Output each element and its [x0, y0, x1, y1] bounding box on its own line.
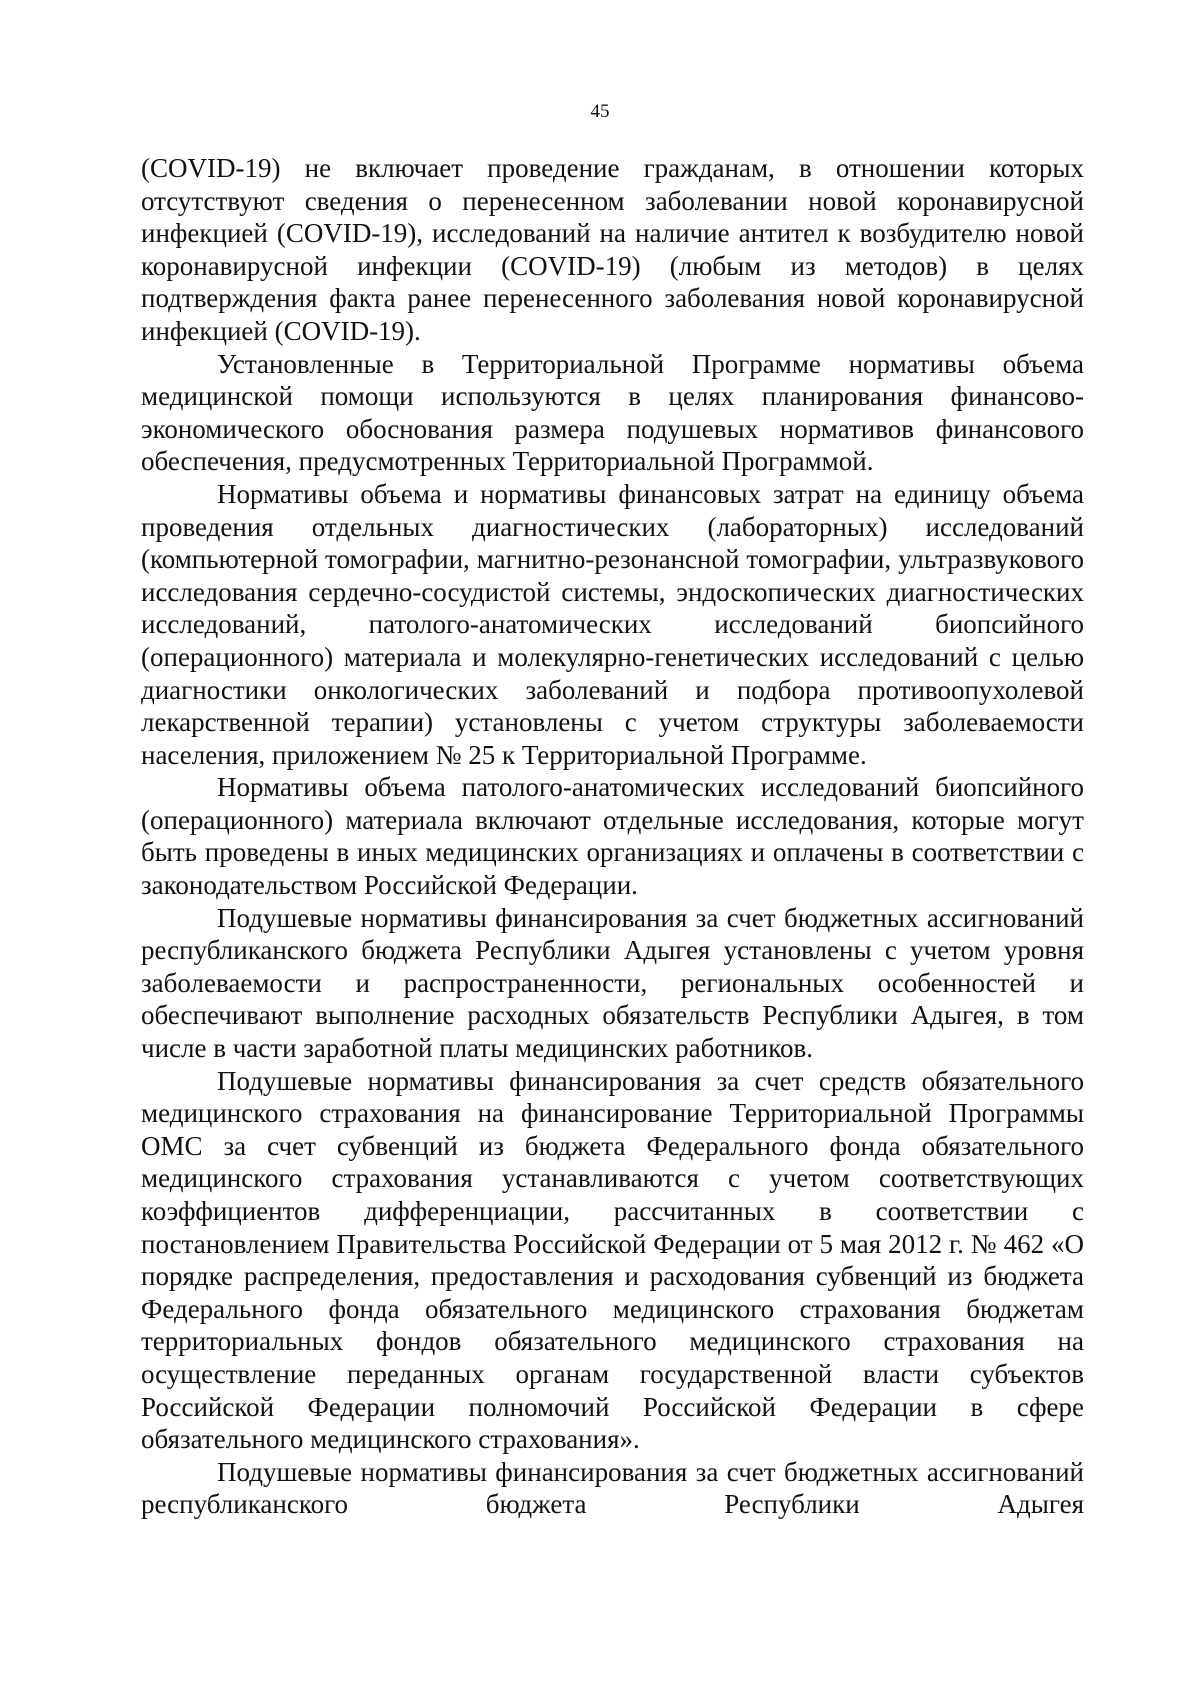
paragraph-oms-per-capita: Подушевые нормативы финансирования за счет средств обязательного медицинского страхования на финансирование Территориальной Программы ОМС за счет субвенций из бюджета Федерального фонда обязательного медицинского страхования устанавливаются с учетом соответствующих коэффициентов дифференциации, рассчитанных в соответствии с постановлением Правительства Российской Федерации от 5 мая 2012 г. № 462 «О порядке распределения, предоставления и расходования субвенций из бюджета Федерального фонда обязательного медицинского страхования бюджетам территориальных фондов обязательного медицинского страхования на осуществление переданных органам государственной власти субъектов Российской Федерации полномочий Российской Федерации в сфере обязательного медицинского страхования».: [141, 1065, 1084, 1455]
paragraph-pathology-norms: Нормативы объема патолого-анатомических исследований биопсийного (операционного) материала включают отдельные исследования, которые могут быть проведены в иных медицинских организациях и оплачены в соответствии с законодательством Российской Федерации.: [141, 772, 1084, 901]
paragraph-budget-per-capita-continued: Подушевые нормативы финансирования за счет бюджетных ассигнований республиканского бюджета Республики Адыгея: [141, 1456, 1084, 1520]
paragraph-diagnostic-norms: Нормативы объема и нормативы финансовых затрат на единицу объема проведения отдельных диагностических (лабораторных) исследований (компьютерной томографии, магнитно-резонансной томографии, ультразвукового исследования сердечно-сосудистой системы, эндоскопических диагностических исследований, патолого-анатомических исследований биопсийного (операционного) материала и молекулярно-генетических исследований с целью диагностики онкологических заболеваний и подбора противоопухолевой лекарственной терапии) установлены с учетом структуры заболеваемости населения, приложением № 25 к Территориальной Программе.: [141, 478, 1084, 770]
page-number: 45: [590, 101, 610, 122]
paragraph-covid-continuation: (COVID-19) не включает проведение гражданам, в отношении которых отсутствуют сведения о перенесенном заболевании новой коронавирусной инфекцией (COVID-19), исследований на наличие антител к возбудителю новой коронавирусной инфекции (COVID-19) (любым из методов) в целях подтверждения факта ранее перенесенного заболевания новой коронавирусной инфекцией (COVID-19).: [141, 153, 1084, 346]
paragraph-budget-per-capita: Подушевые нормативы финансирования за счет бюджетных ассигнований республиканского бюджета Республики Адыгея установлены с учетом уровня заболеваемости и распространенности, региональных особенностей и обеспечивают выполнение расходных обязательств Республики Адыгея, в том числе в части заработной платы медицинских работников.: [141, 902, 1084, 1064]
body-text: [141, 152, 1084, 1521]
paragraph-volume-norms: Установленные в Территориальной Программе нормативы объема медицинской помощи используются в целях планирования финансово-экономического обоснования размера подушевых нормативов финансового обеспечения, предусмотренных Территориальной Программой.: [141, 348, 1084, 477]
